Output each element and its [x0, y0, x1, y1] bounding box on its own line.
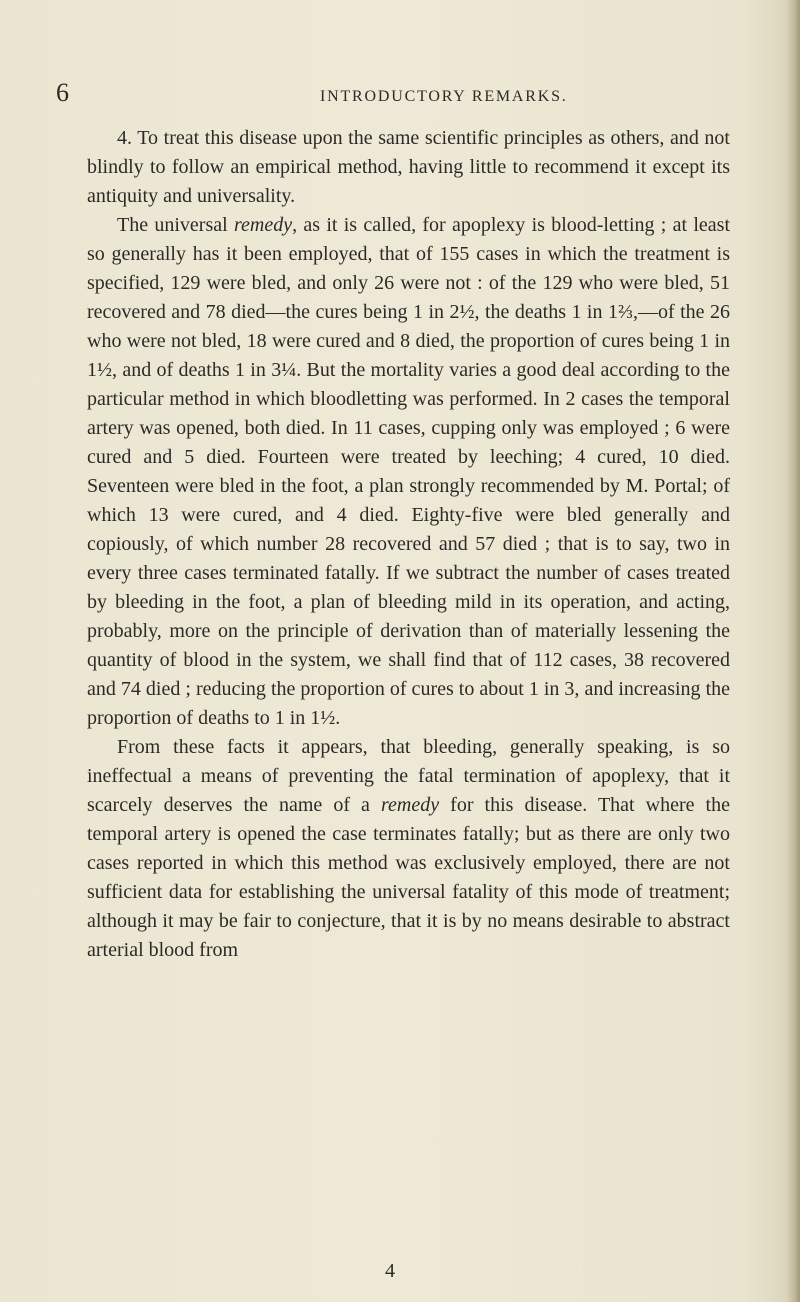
paragraph: The universal remedy, as it is called, for apoplexy is blood-letting ; at least so generally has it been employed, that of 155 cases in which the treatment is specified, 129 were bled, and only 26 were not : of the 129 who were bled, 51 recovered and 78 died—the cures being 1 in 2½, the deaths 1 in 1⅔,—of the 26 who were not bled, 18 were cured and 8 died, the proportion of cures being 1 in 1½, and of deaths 1 in 3¼. But the mortality varies a good deal according to the particular method in which bloodletting was performed. In 2 cases the temporal artery was opened, both died. In 11 cases, cupping only was employed ; 6 were cured and 5 died. Fourteen were treated by leeching; 4 cured, 10 died. Seventeen were bled in the foot, a plan strongly recommended by M. Portal; of which 13 were cured, and 4 died. Eighty-five were bled generally and copiously, of which number 28 recovered and 57 died ; that is to say, two in every three cases terminated fatally. If we subtract the number of cases treated by bleeding in the foot, a plan of bleeding mild in its operation, and acting, probably, more on the principle of derivation than of materially lessening the quantity of blood in the system, we shall find that of 112 cases, 38 recovered and 74 died ; reducing the proportion of cures to about 1 in 3, and increasing the proportion of deaths to 1 in 1½.: [87, 214, 731, 729]
paragraph: From these facts it appears, that bleeding, generally speaking, is so ineffectual a means of preventing the fatal termination of apoplexy, that it scarcely deserves the name of a remedy for this disease. That where the temporal artery is opened the case terminates fatally; but as there are only two cases reported in which this method was exclusively employed, there are not sufficient data for establishing the universal fatality of this mode of treatment; although it may be fair to conjecture, that it is by no means desirable to abstract arterial blood from: [87, 736, 730, 961]
italic-term: remedy: [380, 794, 440, 816]
running-head: INTRODUCTORY REMARKS.: [320, 88, 568, 105]
signature-mark: 4: [385, 1260, 395, 1282]
paragraph: 4. To treat this disease upon the same scientific principles as others, and not blindly to follow an empirical method, having little to recommend it except its antiquity and universality.: [87, 127, 730, 207]
page-header: [0, 78, 800, 108]
italic-term: remedy: [233, 214, 293, 236]
page-edge-shadow: [786, 0, 800, 1302]
body-text: [87, 124, 730, 965]
page-number: 6: [56, 78, 69, 107]
